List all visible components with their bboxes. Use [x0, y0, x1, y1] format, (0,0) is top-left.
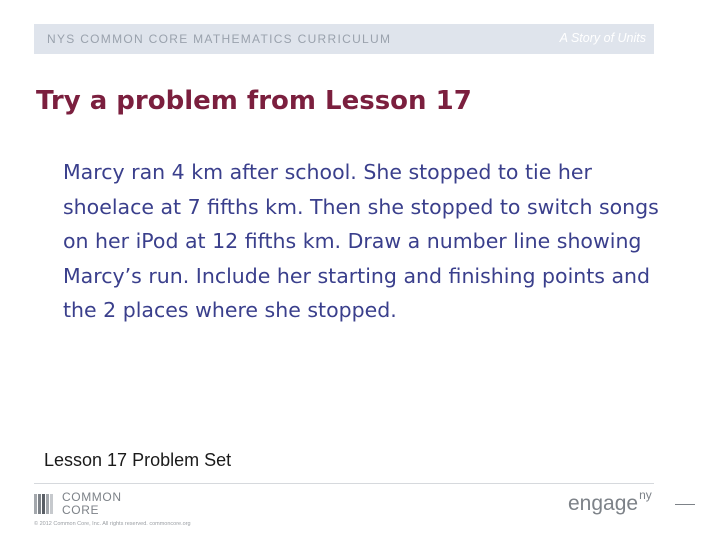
curriculum-label: NYS COMMON CORE MATHEMATICS CURRICULUM	[47, 32, 392, 46]
slide-title: Try a problem from Lesson 17	[36, 86, 472, 116]
problem-text: Marcy ran 4 km after school. She stopped to tie her shoelace at 7 fifths km. Then she stopped to switch songs on her iPod at 12 fifths km. Draw a number line showing Marcy’s run. Include her starting and finishing points and the 2 places where she stopped.	[63, 160, 659, 322]
engage-logo-superscript: ny	[639, 488, 652, 502]
decorative-dash	[675, 504, 695, 505]
series-label: A Story of Units	[559, 31, 646, 45]
common-core-logo-line-2: CORE	[62, 503, 100, 517]
engageny-logo	[568, 488, 652, 516]
engage-logo-text: engage	[568, 492, 639, 515]
common-core-logo-icon	[34, 494, 58, 514]
lesson-label: Lesson 17 Problem Set	[44, 450, 232, 470]
common-core-logo-line-1: COMMON	[62, 490, 122, 504]
copyright-notice: © 2012 Common Core, Inc. All rights reserved. commoncore.org	[34, 521, 191, 527]
footer-divider	[34, 483, 654, 484]
header-bar	[34, 24, 654, 54]
common-core-logo-text	[62, 491, 122, 517]
